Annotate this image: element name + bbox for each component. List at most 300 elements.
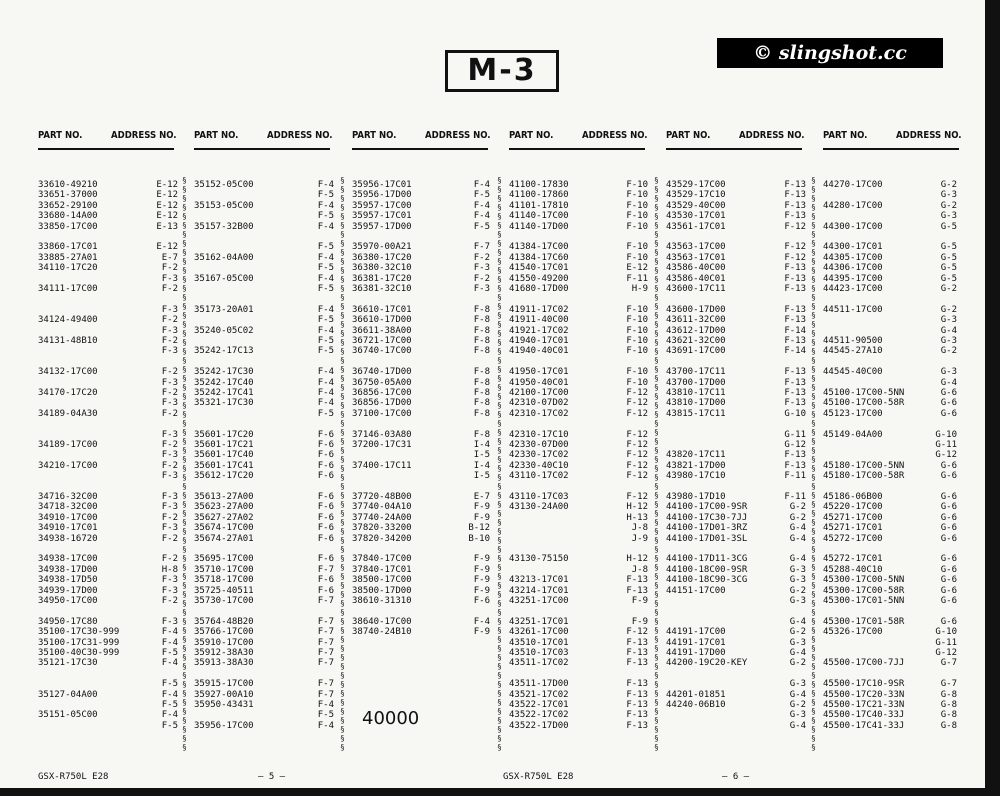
address-number: G-11 <box>935 637 957 648</box>
parts-column <box>194 0 334 788</box>
parts-row <box>509 700 649 711</box>
part-number: 43214-17C01 <box>509 585 569 596</box>
part-number: 34716-32C00 <box>38 492 98 502</box>
parts-row <box>352 419 492 430</box>
part-number: 44100-18C90-3CG <box>666 575 748 586</box>
parts-row <box>194 638 334 649</box>
address-number: F-13 <box>626 637 648 648</box>
parts-column <box>823 0 963 788</box>
part-number: 38640-17C00 <box>352 616 412 627</box>
parts-row <box>823 284 963 295</box>
part-number: 45500-17C20-33N <box>823 689 905 700</box>
parts-row <box>38 669 178 680</box>
parts-row <box>38 232 178 243</box>
part-number: 37840-17C01 <box>352 564 412 575</box>
address-number: G-6 <box>940 554 957 565</box>
parts-row <box>823 638 963 649</box>
parts-row <box>38 710 178 721</box>
address-number: G-3 <box>940 336 957 346</box>
part-number: 43700-17D00 <box>666 377 726 388</box>
parts-row <box>194 440 334 451</box>
part-number: 37820-34200 <box>352 533 412 544</box>
parts-row <box>666 211 806 222</box>
address-number: G-5 <box>940 273 957 284</box>
part-number: 45271-17C00 <box>823 512 883 523</box>
address-number: F-6 <box>317 450 334 461</box>
parts-row <box>666 357 806 368</box>
parts-row <box>38 305 178 316</box>
parts-row <box>38 367 178 378</box>
part-number: 35242-17C30 <box>194 367 254 378</box>
part-number: 44511-90500 <box>823 336 883 346</box>
parts-row <box>352 180 492 191</box>
part-number: 42330-40C10 <box>509 460 569 471</box>
address-number: F-4 <box>473 211 490 222</box>
address-number: F-3 <box>161 398 178 409</box>
part-number: 43810-17D00 <box>666 398 726 409</box>
address-number: F-2 <box>161 284 178 294</box>
address-number: F-5 <box>317 242 334 253</box>
parts-row <box>666 690 806 701</box>
address-number: F-13 <box>626 679 648 690</box>
parts-row <box>194 669 334 680</box>
address-number: F-5 <box>317 710 334 721</box>
parts-row <box>666 492 806 503</box>
address-number: G-12 <box>935 450 957 461</box>
address-number: F-5 <box>317 284 334 294</box>
part-number: 35121-17C30 <box>38 658 98 669</box>
part-number: 35957-17C01 <box>352 211 412 222</box>
parts-row <box>509 305 649 316</box>
part-number: 36380-17C20 <box>352 252 412 263</box>
parts-row <box>194 326 334 337</box>
parts-row <box>509 554 649 565</box>
part-number: 35957-17D00 <box>352 221 412 232</box>
part-number: 44191-17D00 <box>666 648 726 658</box>
part-number: 36381-17C20 <box>352 273 412 284</box>
address-number: F-12 <box>626 627 648 638</box>
parts-row <box>823 450 963 461</box>
part-number: 35718-17C00 <box>194 575 254 586</box>
parts-row <box>352 336 492 347</box>
parts-row <box>823 492 963 503</box>
address-number: H-9 <box>631 284 648 294</box>
part-number: 37740-24A00 <box>352 512 412 523</box>
address-number: F-10 <box>626 304 648 315</box>
address-number: F-2 <box>161 440 178 450</box>
parts-row <box>509 222 649 233</box>
address-number: G-3 <box>940 367 957 378</box>
part-number: 36610-17C01 <box>352 304 412 315</box>
address-number: F-6 <box>317 471 334 482</box>
parts-row <box>38 357 178 368</box>
parts-row <box>823 523 963 534</box>
parts-row <box>352 492 492 503</box>
address-number: F-13 <box>784 398 806 409</box>
address-number: E-12 <box>156 180 178 190</box>
parts-row <box>666 565 806 576</box>
address-number: F-12 <box>626 429 648 440</box>
parts-row <box>666 378 806 389</box>
address-number: G-4 <box>940 377 957 388</box>
parts-row <box>352 284 492 295</box>
address-number: G-2 <box>789 585 806 596</box>
parts-row <box>38 586 178 597</box>
address-number: G-2 <box>940 200 957 211</box>
address-no-header: ADDRESS NO. <box>582 130 648 141</box>
address-number: F-5 <box>161 679 178 690</box>
parts-row <box>352 617 492 628</box>
part-number: 45149-04A00 <box>823 429 883 440</box>
part-number: 35674-27A01 <box>194 533 254 544</box>
parts-row <box>194 523 334 534</box>
parts-row <box>194 700 334 711</box>
parts-row <box>666 274 806 285</box>
address-number: G-4 <box>789 533 806 544</box>
address-number: F-4 <box>473 200 490 211</box>
address-number: G-6 <box>940 523 957 534</box>
parts-row <box>38 513 178 524</box>
address-number: F-5 <box>317 211 334 222</box>
address-number: G-6 <box>940 398 957 409</box>
footer-right-page: — 6 — <box>722 772 750 782</box>
parts-row <box>509 648 649 659</box>
address-number: F-10 <box>626 221 648 232</box>
parts-row <box>666 367 806 378</box>
part-number: 35601-17C20 <box>194 429 254 440</box>
address-number: F-10 <box>626 180 648 190</box>
parts-row <box>666 419 806 430</box>
address-number: F-13 <box>784 460 806 471</box>
part-number: 41950-17C01 <box>509 367 569 378</box>
address-number: G-2 <box>789 502 806 513</box>
part-number: 41680-17D00 <box>509 284 569 294</box>
address-number: F-8 <box>473 377 490 388</box>
address-number: F-9 <box>473 627 490 638</box>
header-rule <box>38 148 174 150</box>
parts-row <box>823 586 963 597</box>
part-number: 43821-17D00 <box>666 460 726 471</box>
part-number: 43130-24A00 <box>509 502 569 513</box>
parts-row <box>38 471 178 482</box>
parts-row <box>509 440 649 451</box>
parts-row <box>38 617 178 628</box>
part-number: 34132-17C00 <box>38 367 98 378</box>
address-number: F-5 <box>473 190 490 201</box>
parts-row <box>352 430 492 441</box>
part-number: 35242-17C41 <box>194 388 254 398</box>
part-number: 35152-05C00 <box>194 180 254 190</box>
address-number: F-13 <box>784 211 806 222</box>
address-number: G-10 <box>935 429 957 440</box>
parts-column <box>38 0 178 788</box>
address-number: F-8 <box>473 367 490 378</box>
address-number: F-8 <box>473 325 490 336</box>
address-number: F-4 <box>317 388 334 398</box>
part-no-header: PART NO. <box>823 130 868 141</box>
address-number: E-7 <box>473 492 490 502</box>
part-number: 35601-17C41 <box>194 460 254 471</box>
parts-row <box>194 201 334 212</box>
parts-row <box>666 461 806 472</box>
parts-row <box>823 679 963 690</box>
parts-row <box>352 450 492 461</box>
address-number: F-3 <box>161 325 178 336</box>
parts-row <box>666 482 806 493</box>
address-number: F-4 <box>317 221 334 232</box>
part-number: 44300-17C00 <box>823 221 883 232</box>
section-mark-divider: §§§§§§§§§§§§§§§§§§§§§§§§§§§§§§§§§§§§§§§§§§§§§§§§§§§§§§§§§§§§§§§§ <box>182 176 187 752</box>
part-number: 38500-17C00 <box>352 575 412 586</box>
parts-row <box>666 294 806 305</box>
part-number: 33651-37000 <box>38 190 98 201</box>
address-number: F-12 <box>626 492 648 502</box>
parts-row <box>509 201 649 212</box>
part-number: 43810-17C11 <box>666 388 726 398</box>
parts-row <box>38 326 178 337</box>
parts-row <box>38 378 178 389</box>
part-number: 43251-17C01 <box>509 616 569 627</box>
address-number: F-13 <box>784 450 806 461</box>
address-number: H-8 <box>161 564 178 575</box>
address-number: F-4 <box>161 627 178 638</box>
parts-row <box>352 534 492 545</box>
parts-row <box>38 253 178 264</box>
parts-row <box>352 554 492 565</box>
address-no-header: ADDRESS NO. <box>111 130 177 141</box>
parts-row <box>509 627 649 638</box>
parts-row <box>666 253 806 264</box>
parts-row <box>509 274 649 285</box>
address-number: G-2 <box>789 627 806 638</box>
part-number: 35915-17C00 <box>194 679 254 690</box>
parts-row <box>823 315 963 326</box>
parts-row <box>352 263 492 274</box>
part-number: 41101-17810 <box>509 200 569 211</box>
part-number: 41140-17C00 <box>509 211 569 222</box>
address-number: F-2 <box>161 336 178 346</box>
parts-row <box>666 388 806 399</box>
part-number: 33610-49210 <box>38 180 98 190</box>
part-number: 43980-17D10 <box>666 492 726 502</box>
address-number: F-9 <box>631 596 648 606</box>
part-number: 35764-48B20 <box>194 616 254 627</box>
parts-row <box>509 398 649 409</box>
parts-row <box>666 700 806 711</box>
parts-row <box>352 388 492 399</box>
parts-row <box>352 378 492 389</box>
part-number: 35242-17C13 <box>194 346 254 357</box>
parts-row <box>509 596 649 607</box>
parts-row <box>509 638 649 649</box>
part-number: 35601-17C40 <box>194 450 254 461</box>
address-number: G-3 <box>789 679 806 690</box>
part-number: 41384-17C60 <box>509 252 569 263</box>
address-number: F-4 <box>161 710 178 721</box>
parts-row <box>823 211 963 222</box>
parts-row <box>352 565 492 576</box>
part-number: 35910-17C00 <box>194 637 254 648</box>
address-number: F-14 <box>784 346 806 357</box>
parts-row <box>38 398 178 409</box>
address-number: G-2 <box>789 512 806 523</box>
parts-row <box>194 294 334 305</box>
part-number: 45500-17C41-33J <box>823 720 905 731</box>
part-number: 43563-17C01 <box>666 252 726 263</box>
parts-row <box>666 523 806 534</box>
address-number: E-12 <box>156 242 178 253</box>
address-number: G-6 <box>940 460 957 471</box>
parts-row <box>823 575 963 586</box>
part-number: 43980-17C10 <box>666 471 726 482</box>
part-number: 44100-17D01-3RZ <box>666 523 748 534</box>
part-number: 35157-32B00 <box>194 221 254 232</box>
address-number: G-2 <box>940 180 957 190</box>
parts-row <box>823 617 963 628</box>
part-number: 44100-17C30-7JJ <box>666 512 748 523</box>
address-number: F-9 <box>473 585 490 596</box>
address-number: F-4 <box>317 304 334 315</box>
part-number: 43511-17C02 <box>509 658 569 669</box>
part-number: 41911-40C00 <box>509 315 569 326</box>
parts-row <box>352 586 492 597</box>
parts-row <box>666 336 806 347</box>
parts-row <box>509 513 649 524</box>
address-number: E-7 <box>161 252 178 263</box>
address-number: F-3 <box>473 284 490 294</box>
part-number: 37840-17C00 <box>352 554 412 565</box>
address-number: F-10 <box>626 377 648 388</box>
address-number: F-8 <box>473 346 490 357</box>
parts-row <box>38 502 178 513</box>
parts-row <box>823 409 963 420</box>
part-number: 36611-38A00 <box>352 325 412 336</box>
part-number: 43130-75150 <box>509 554 569 565</box>
part-number: 35100-17C31-999 <box>38 637 120 648</box>
part-number: 37400-17C11 <box>352 460 412 471</box>
address-number: F-4 <box>317 377 334 388</box>
parts-row <box>666 575 806 586</box>
part-number: 35695-17C00 <box>194 554 254 565</box>
address-number: G-7 <box>940 679 957 690</box>
address-number: G-4 <box>789 523 806 534</box>
part-number: 43586-40C00 <box>666 263 726 274</box>
address-number: F-6 <box>317 512 334 523</box>
address-number: G-3 <box>789 575 806 586</box>
stamp-note: 40000 <box>362 708 420 729</box>
parts-row <box>38 211 178 222</box>
address-number: F-3 <box>161 492 178 502</box>
address-number: G-5 <box>940 263 957 274</box>
parts-row <box>352 367 492 378</box>
parts-row <box>194 398 334 409</box>
parts-row <box>666 232 806 243</box>
parts-row <box>194 710 334 721</box>
address-number: F-6 <box>317 554 334 565</box>
address-number: F-6 <box>317 502 334 513</box>
part-number: 37820-33200 <box>352 523 412 534</box>
part-number: 35730-17C00 <box>194 596 254 606</box>
address-number: H-12 <box>626 502 648 513</box>
address-number: G-4 <box>940 325 957 336</box>
parts-row <box>194 388 334 399</box>
part-number: 43529-17C10 <box>666 190 726 201</box>
parts-row <box>509 461 649 472</box>
address-number: F-10 <box>626 242 648 253</box>
address-number: F-6 <box>317 460 334 471</box>
part-number: 34938-17D50 <box>38 575 98 586</box>
address-number: G-6 <box>940 596 957 606</box>
address-number: G-8 <box>940 689 957 700</box>
parts-row <box>352 253 492 264</box>
part-number: 35956-17C00 <box>194 720 254 731</box>
part-number: 35242-17C40 <box>194 377 254 388</box>
parts-row <box>509 492 649 503</box>
parts-row <box>352 523 492 534</box>
address-number: F-13 <box>626 648 648 658</box>
part-number: 35766-17C00 <box>194 627 254 638</box>
parts-row <box>666 544 806 555</box>
part-number: 33850-17C00 <box>38 221 98 232</box>
part-number: 43621-32C00 <box>666 336 726 346</box>
section-mark-divider: §§§§§§§§§§§§§§§§§§§§§§§§§§§§§§§§§§§§§§§§§§§§§§§§§§§§§§§§§§§§§§§§ <box>654 176 659 752</box>
address-number: F-4 <box>161 658 178 669</box>
part-number: 45180-17C00-58R <box>823 471 905 482</box>
part-number: 44305-17C00 <box>823 252 883 263</box>
part-number: 34950-17C80 <box>38 616 98 627</box>
parts-row <box>509 253 649 264</box>
part-number: 35321-17C30 <box>194 398 254 409</box>
part-number: 43251-17C00 <box>509 596 569 606</box>
part-number: 34189-17C00 <box>38 440 98 450</box>
part-number: 36381-32C10 <box>352 284 412 294</box>
parts-row <box>38 346 178 357</box>
parts-row <box>823 274 963 285</box>
parts-row <box>352 232 492 243</box>
address-number: G-5 <box>940 252 957 263</box>
address-number: F-8 <box>473 429 490 440</box>
parts-row <box>509 430 649 441</box>
parts-row <box>38 274 178 285</box>
part-number: 42330-17C02 <box>509 450 569 461</box>
part-number: 37200-17C31 <box>352 440 412 450</box>
address-number: F-5 <box>473 221 490 232</box>
part-number: 44240-06B10 <box>666 700 726 710</box>
part-number: 34170-17C20 <box>38 388 98 398</box>
page-title: M-3 <box>445 50 559 92</box>
parts-row <box>823 253 963 264</box>
part-number: 35950-43431 <box>194 700 254 710</box>
part-no-header: PART NO. <box>194 130 239 141</box>
parts-row <box>38 700 178 711</box>
parts-row <box>666 638 806 649</box>
part-number: 34938-17D00 <box>38 564 98 575</box>
address-number: F-2 <box>161 315 178 326</box>
part-number: 34938-17C00 <box>38 554 98 565</box>
address-number: F-4 <box>161 689 178 700</box>
parts-row <box>194 222 334 233</box>
parts-row <box>38 492 178 503</box>
part-number: 43110-17C02 <box>509 471 569 482</box>
part-number: 35601-17C21 <box>194 440 254 450</box>
address-number: F-3 <box>161 377 178 388</box>
parts-row <box>823 596 963 607</box>
parts-row <box>194 190 334 201</box>
address-number: F-8 <box>473 336 490 346</box>
parts-row <box>352 409 492 420</box>
address-number: G-4 <box>789 554 806 565</box>
address-number: F-8 <box>473 408 490 419</box>
